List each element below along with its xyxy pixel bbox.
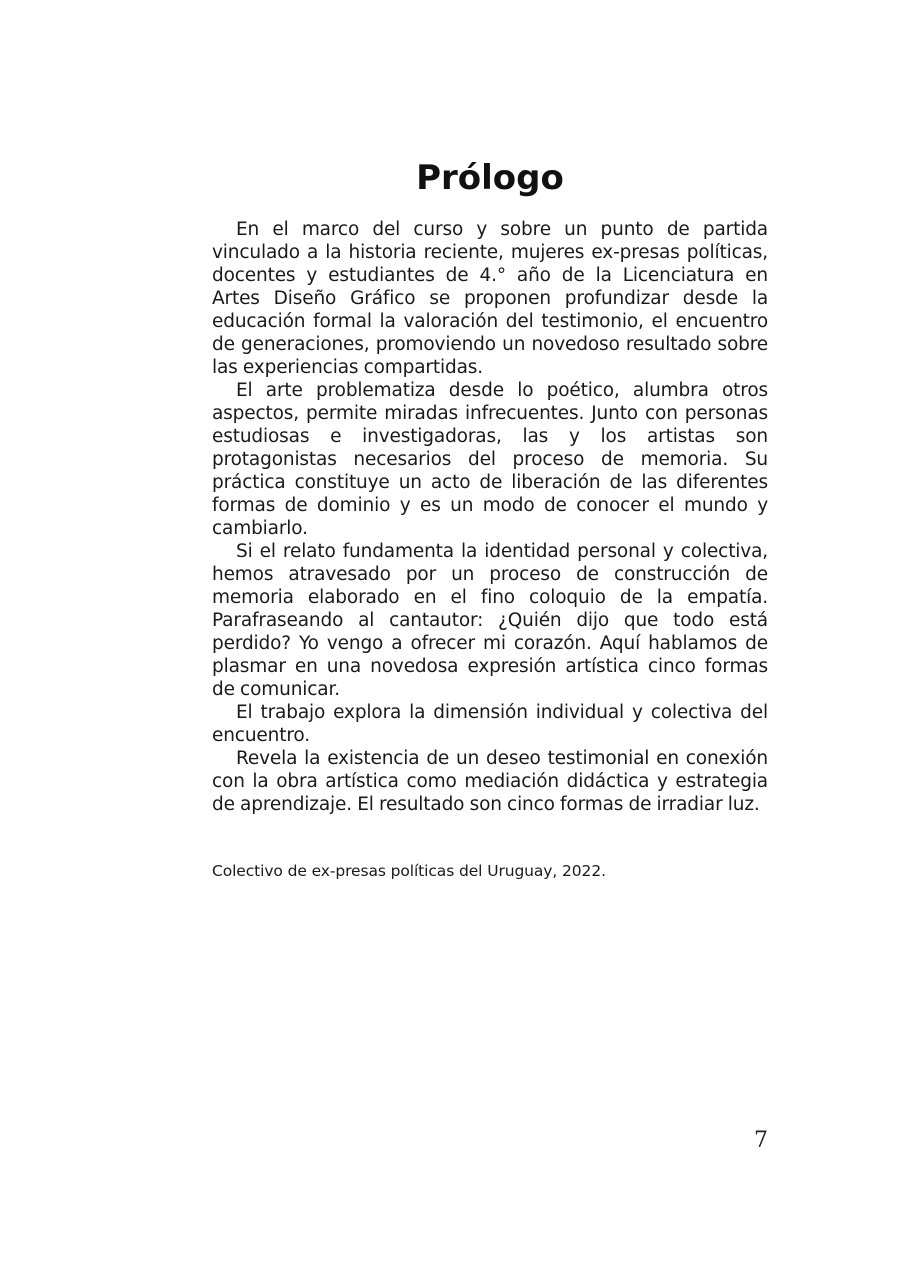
signature: Colectivo de ex-presas políticas del Uruguay, 2022. bbox=[212, 862, 606, 880]
paragraph-4: El trabajo explora la dimensión individual y colectiva del encuentro. bbox=[212, 702, 768, 746]
paragraph-5: Revela la existencia de un deseo testimonial en conexión con la obra artística como mediación didáctica y estrategia de aprendizaje. El resultado son cinco formas de irradiar luz. bbox=[212, 748, 768, 815]
page-number: 7 bbox=[754, 1128, 768, 1153]
paragraph-3: Si el relato fundamenta la identidad personal y colectiva, hemos atravesado por un proceso de construcción de memoria elaborado en el fino coloquio de la empatía. Parafraseando al cantautor: ¿Quién dijo que todo está perdido? Yo vengo a ofrecer mi corazón. Aquí hablamos de plasmar en una novedosa expresión artística cinco formas de comunicar. bbox=[212, 541, 768, 700]
prologue-body bbox=[212, 218, 768, 816]
paragraph-1: En el marco del curso y sobre un punto de partida vinculado a la historia reciente, mujeres ex-presas políticas, docentes y estudiantes de 4.° año de la Licenciatura en Artes Diseño Gráfico se proponen profundizar desde la educación formal la valoración del testimonio, el encuentro de generaciones, promoviendo un novedoso resultado sobre las experiencias compartidas. bbox=[212, 219, 768, 378]
paragraph-2: El arte problematiza desde lo poético, alumbra otros aspectos, permite miradas infrecuentes. Junto con personas estudiosas e investigadoras, las y los artistas son protagonistas necesarios del proceso de memoria. Su práctica constituye un acto de liberación de las diferentes formas de dominio y es un modo de conocer el mundo y cambiarlo. bbox=[212, 380, 768, 539]
page-title: Prólogo bbox=[416, 158, 564, 198]
